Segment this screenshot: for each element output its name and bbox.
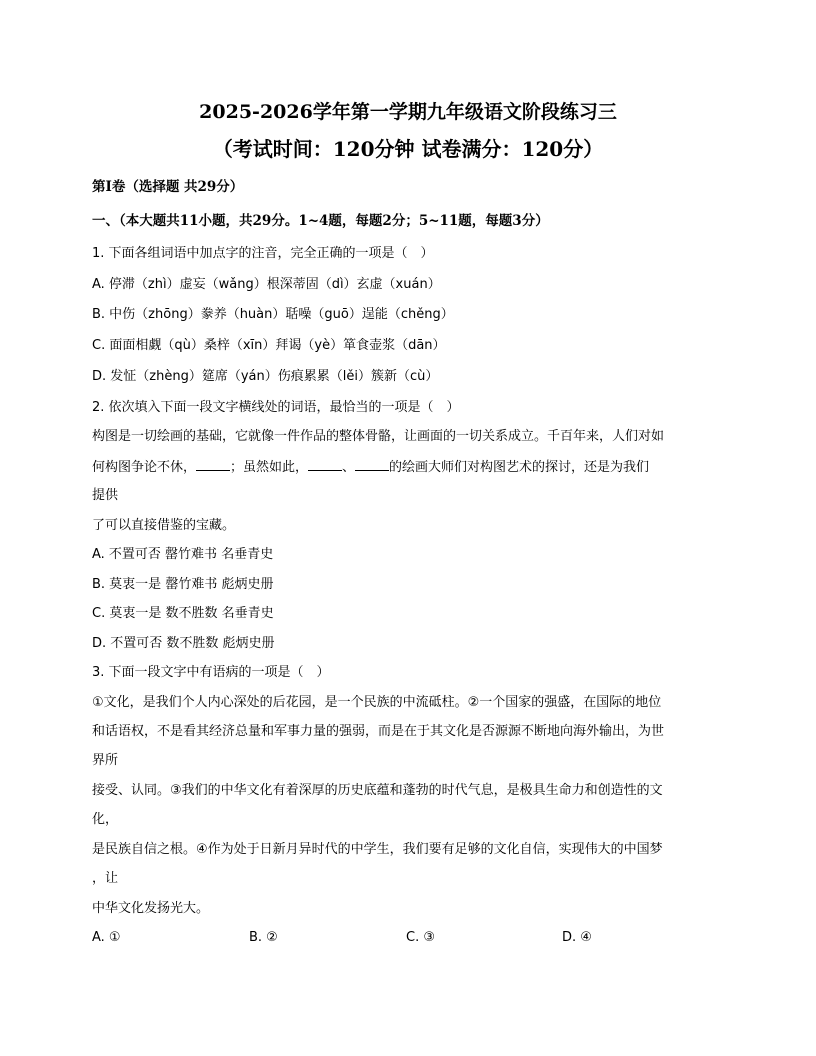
question-1-option-d: D. 发怔（zhèng）筵席（yán）伤痕累累（lěi）簇新（cù） [92, 369, 439, 384]
question-3-passage-line: ①文化，是我们个人内心深处的后花园，是一个民族的中流砥柱。②一个国家的强盛，在国际的地位 [92, 695, 662, 710]
section-heading: 一、（本大题共11小题，共29分。1~4题，每题2分；5~11题，每题3分） [92, 213, 549, 229]
question-3-passage-line: ，让 [92, 871, 119, 886]
question-1-option-c: C. 面面相觑（qù）桑梓（xīn）拜谒（yè）箪食壶浆（dān） [92, 338, 446, 353]
question-2-passage-line: 提供 [92, 488, 119, 503]
question-3-passage-line: 中华文化发扬光大。 [92, 901, 210, 916]
passage-text: 何构图争论不休， [92, 460, 197, 475]
question-3-passage-line: 界所 [92, 753, 119, 768]
question-2-option-b: B. 莫衷一是 罄竹难书 彪炳史册 [92, 577, 274, 592]
question-3-option-c: C. ③ [406, 930, 435, 945]
question-2-option-c: C. 莫衷一是 数不胜数 名垂青史 [92, 606, 274, 621]
passage-text: 、 [342, 460, 356, 475]
question-3-option-d: D. ④ [562, 930, 592, 945]
question-3-option-a: A. ① [92, 930, 121, 945]
question-3-stem: 3. 下面一段文字中有语病的一项是（ ） [92, 665, 330, 680]
question-3-passage-line: 接受、认同。③我们的中华文化有着深厚的历史底蕴和蓬勃的时代气息，是极具生命力和创造性的文 [92, 783, 663, 798]
answer-blank [308, 458, 342, 471]
answer-blank [196, 458, 230, 471]
question-1-stem: 1. 下面各组词语中加点字的注音，完全正确的一项是（ ） [92, 246, 434, 261]
question-2-passage-line: 构图是一切绘画的基础，它就像一件作品的整体骨骼，让画面的一切关系成立。千百年来，人们对如 [92, 429, 665, 444]
exam-info: （考试时间：120分钟 试卷满分：120分） [212, 137, 604, 161]
question-3-passage-line: 和话语权，不是看其经济总量和军事力量的强弱，而是在于其文化是否源源不断地向海外输出，为世 [92, 724, 665, 739]
page-title: 2025-2026学年第一学期九年级语文阶段练习三 [199, 101, 617, 123]
question-3-passage-line: 是民族自信之根。④作为处于日新月异时代的中学生，我们要有足够的文化自信，实现伟大的中国梦 [92, 842, 663, 857]
question-3-option-b: B. ② [249, 930, 278, 945]
question-2-passage-line [92, 458, 649, 477]
question-2-option-a: A. 不置可否 罄竹难书 名垂青史 [92, 547, 274, 562]
answer-blank [355, 458, 389, 471]
question-2-option-d: D. 不置可否 数不胜数 彪炳史册 [92, 636, 275, 651]
question-3-passage-line: 化， [92, 812, 119, 827]
passage-text: 的绘画大师们对构图艺术的探讨，还是为我们 [389, 460, 650, 475]
question-2-stem: 2. 依次填入下面一段文字横线处的词语，最恰当的一项是（ ） [92, 400, 460, 415]
passage-text: ；虽然如此， [230, 460, 309, 475]
question-2-passage-line: 了可以直接借鉴的宝藏。 [92, 518, 236, 533]
question-1-option-a: A. 停滞（zhì）虚妄（wǎng）根深蒂固（dì）玄虚（xuán） [92, 277, 441, 292]
part-heading: 第Ⅰ卷（选择题 共29分） [92, 179, 244, 195]
question-1-option-b: B. 中伤（zhōng）豢养（huàn）聒噪（guō）逞能（chěng） [92, 307, 454, 322]
